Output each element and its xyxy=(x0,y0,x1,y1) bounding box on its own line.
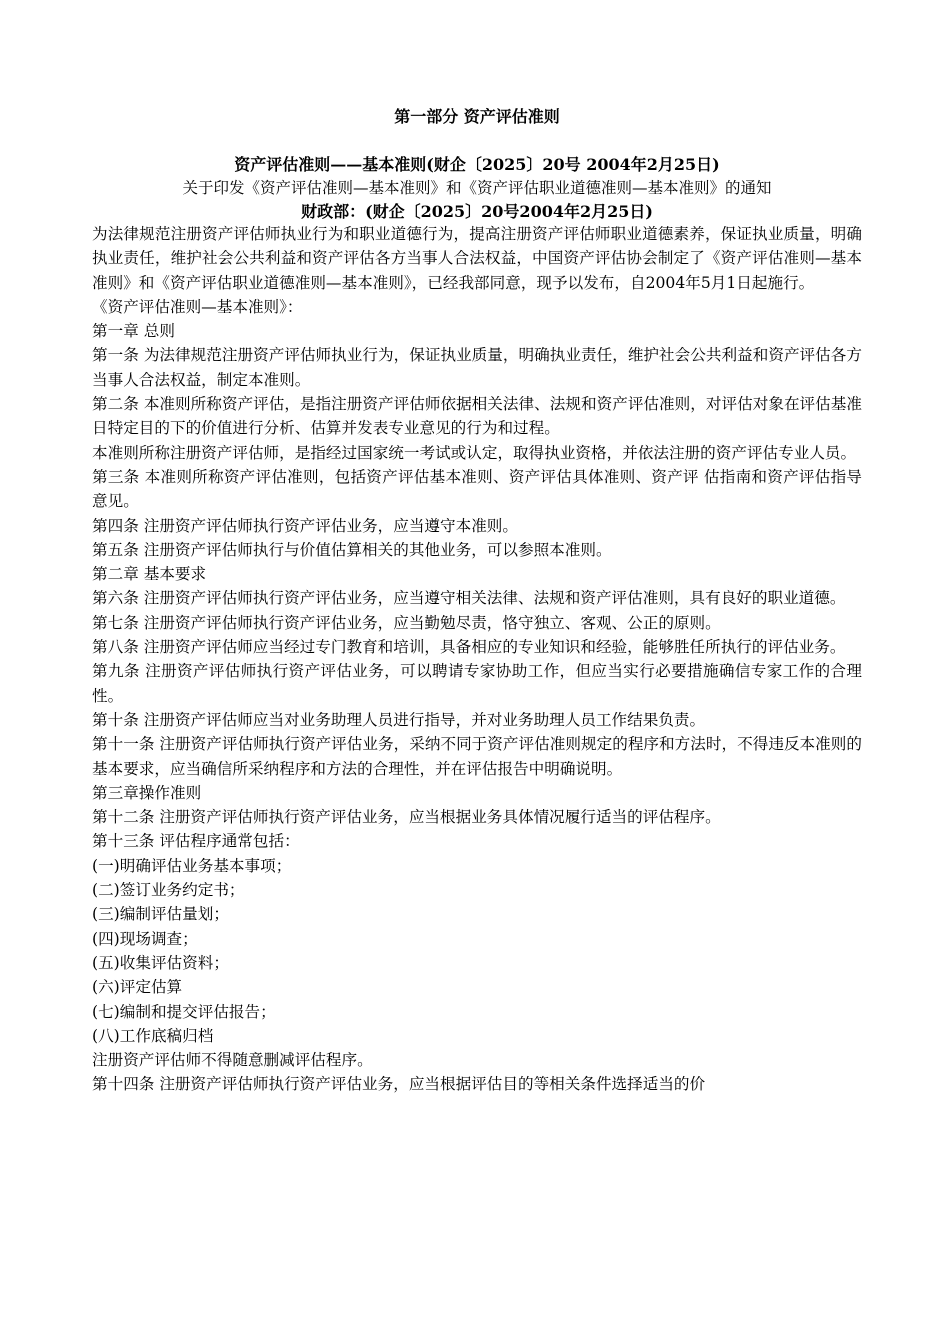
chapter-heading: 第一章 总则 xyxy=(92,322,175,341)
main-title: 资产评估准则——基本准则(财企〔2025〕20号 2004年2月25日) xyxy=(234,155,720,174)
article: 第十条 注册资产评估师应当对业务助理人员进行指导，并对业务助理人员工作结果负责。 xyxy=(92,710,706,729)
list-item: (六)评定估算 xyxy=(92,978,183,997)
paragraph: 本准则所称注册资产评估师，是指经过国家统一考试或认定，取得执业资格，并依法注册的资产评估专业人员。 xyxy=(92,443,857,462)
chapter-heading: 第三章操作准则 xyxy=(92,783,202,802)
document-body xyxy=(92,222,862,1097)
article: 第十四条 注册资产评估师执行资产评估业务，应当根据评估目的等相关条件选择适当的价 xyxy=(92,1075,706,1094)
article: 第十一条 注册资产评估师执行资产评估业务，采纳不同于资产评估准则规定的程序和方法时，不得违反本准则的基本要求，应当确信所采纳程序和方法的合理性，并在评估报告中明确说明。 xyxy=(92,735,862,778)
chapter-heading: 第二章 基本要求 xyxy=(92,565,207,584)
list-item: (五)收集评估资料； xyxy=(92,953,229,972)
article: 第二条 本准则所称资产评估，是指注册资产评估师依据相关法律、法规和资产评估准则，对评估对象在评估基准日特定目的下的价值进行分析、估算并发表专业意见的行为和过程。 xyxy=(92,395,862,438)
paragraph: 为法律规范注册资产评估师执业行为和职业道德行为，提高注册资产评估师职业道德素养，保证执业质量，明确执业责任，维护社会公共利益和资产评估各方当事人合法权益，中国资产评估协会制定了《资产评估准则—基本准则》和《资产评估职业道德准则—基本准则》，已经我部同意，现予以发布，自2004年5月1日起施行。 xyxy=(92,225,862,292)
article: 第一条 为法律规范注册资产评估师执业行为，保证执业质量，明确执业责任，维护社会公共利益和资产评估各方当事人合法权益，制定本准则。 xyxy=(92,346,862,389)
part-title: 第一部分 资产评估准则 xyxy=(394,107,560,126)
list-item: (八)工作底稿归档 xyxy=(92,1026,214,1045)
paragraph: 注册资产评估师不得随意删减评估程序。 xyxy=(92,1051,373,1070)
article: 第五条 注册资产评估师执行与价值估算相关的其他业务，可以参照本准则。 xyxy=(92,540,612,559)
article: 第六条 注册资产评估师执行资产评估业务，应当遵守相关法律、法规和资产评估准则，具有良好的职业道德。 xyxy=(92,589,846,608)
paragraph: 《资产评估准则—基本准则》： xyxy=(92,297,303,316)
list-item: (七)编制和提交评估报告； xyxy=(92,1002,276,1021)
article: 第十三条 评估程序通常包括： xyxy=(92,832,300,851)
notice-title: 关于印发《资产评估准则—基本准则》和《资产评估职业道德准则—基本准则》的通知 xyxy=(182,179,772,197)
list-item: (二)签订业务约定书； xyxy=(92,881,245,900)
list-item: (一)明确评估业务基本事项； xyxy=(92,856,292,875)
article: 第十二条 注册资产评估师执行资产评估业务，应当根据业务具体情况履行适当的评估程序。 xyxy=(92,808,721,827)
list-item: (四)现场调查； xyxy=(92,929,198,948)
article: 第四条 注册资产评估师执行资产评估业务，应当遵守本准则。 xyxy=(92,516,518,535)
article: 第七条 注册资产评估师执行资产评估业务，应当勤勉尽责，恪守独立、客观、公正的原则。 xyxy=(92,613,721,632)
article: 第九条 注册资产评估师执行资产评估业务，可以聘请专家协助工作，但应当实行必要措施确信专家工作的合理性。 xyxy=(92,662,862,705)
list-item: (三)编制评估量划； xyxy=(92,905,229,924)
issuer-line: 财政部：(财企〔2025〕20号2004年2月25日) xyxy=(301,202,653,221)
article: 第三条 本准则所称资产评估准则，包括资产评估基本准则、资产评估具体准则、资产评 估指南和资产评估指导意见。 xyxy=(92,467,862,511)
article: 第八条 注册资产评估师应当经过专门教育和培训，具备相应的专业知识和经验，能够胜任所执行的评估业务。 xyxy=(92,638,846,657)
